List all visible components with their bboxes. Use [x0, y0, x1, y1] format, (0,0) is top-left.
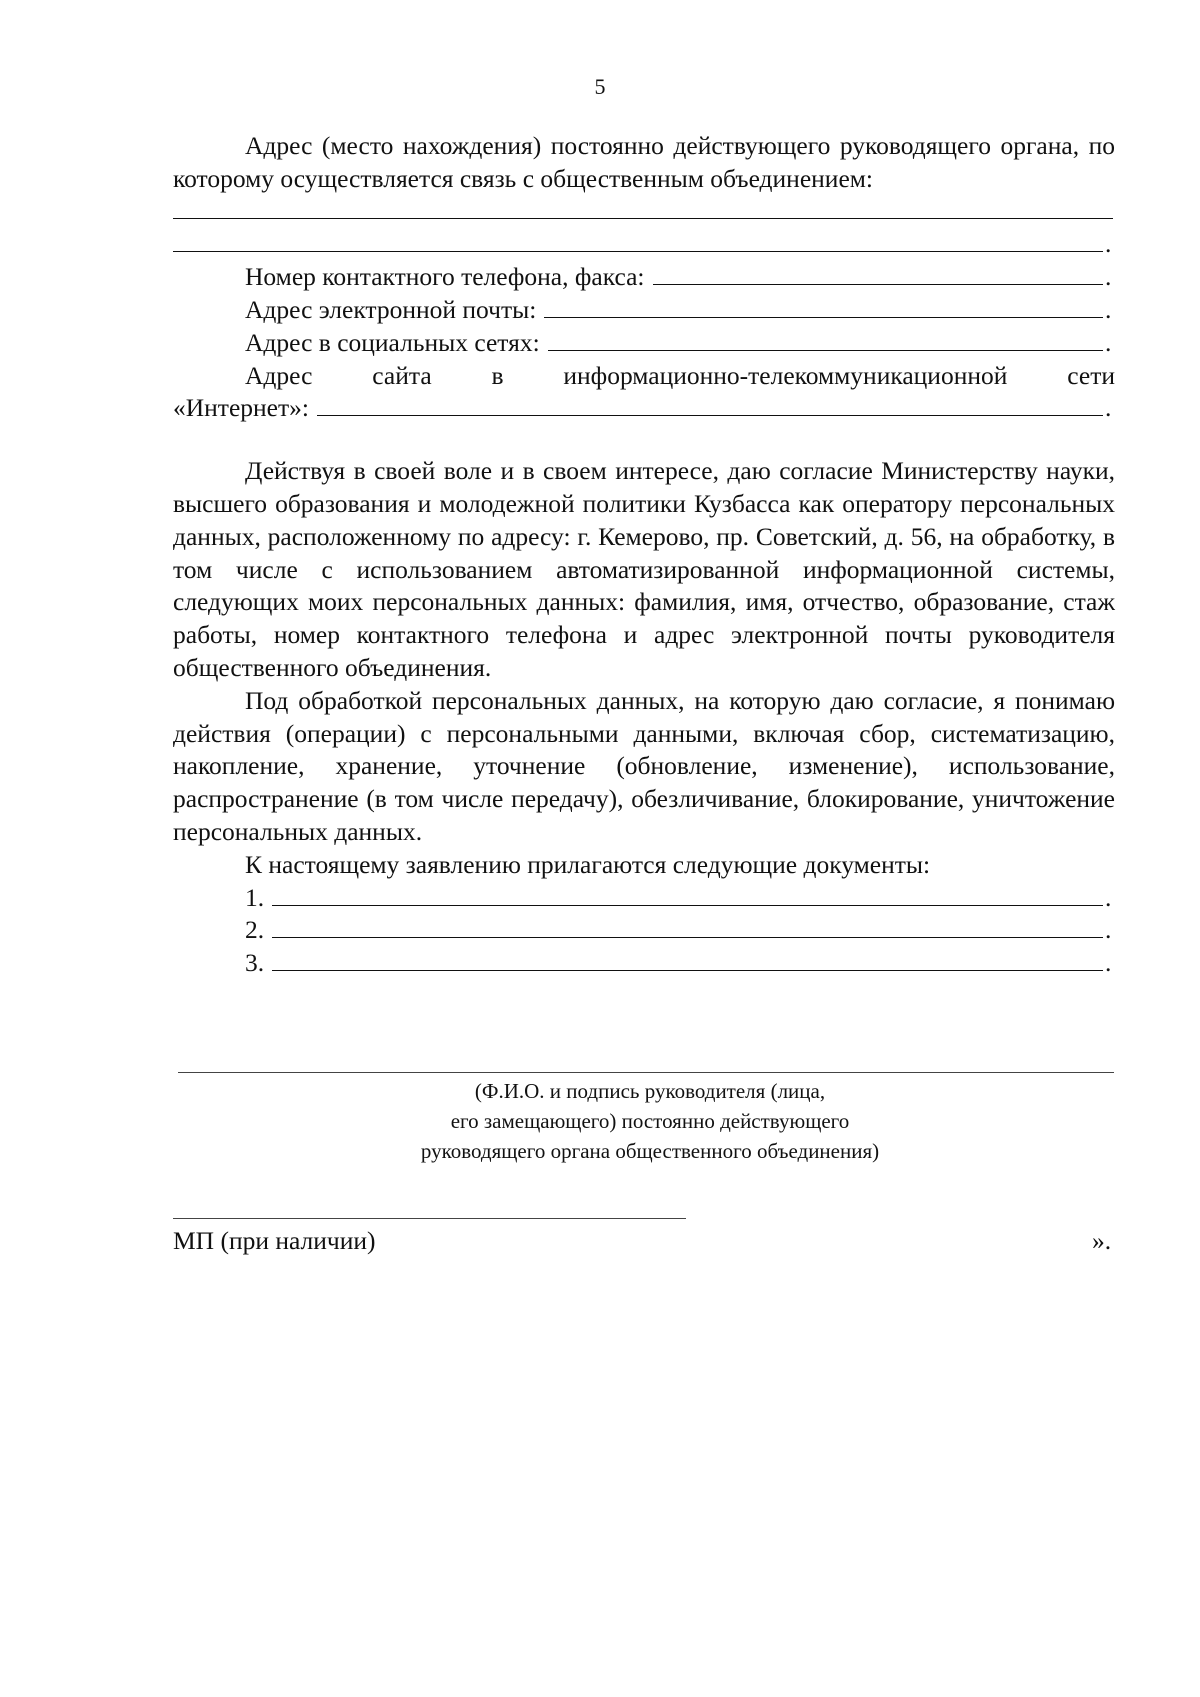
address-blank-2[interactable] [173, 229, 1103, 252]
line-end-dot: . [1105, 882, 1112, 912]
signature-caption-line: его замещающего) постоянно действующего [450, 1109, 850, 1133]
line-end-dot: . [1105, 915, 1112, 945]
signature-line[interactable] [178, 1072, 1114, 1073]
attachments-intro: К настоящему заявлению прилагаются следующие документы: [245, 849, 931, 879]
attachment-number: 2. [245, 915, 265, 945]
website-label: «Интернет»: [173, 393, 309, 423]
social-blank[interactable] [548, 328, 1103, 351]
email-row [173, 294, 1115, 327]
email-label: Адрес электронной почты: [245, 294, 537, 324]
website-word: сети [1067, 360, 1115, 390]
line-end-dot: . [1105, 294, 1112, 324]
spacer [173, 425, 1115, 455]
line-end-dot: . [1105, 948, 1112, 978]
document-body [173, 130, 1115, 980]
address-blank-line-1 [173, 196, 1115, 229]
signature-caption [300, 1076, 1000, 1166]
signature-caption-line: (Ф.И.О. и подпись руководителя (лица, [474, 1079, 826, 1103]
phone-fax-label: Номер контактного телефона, факса: [245, 262, 645, 292]
website-word: Адрес [245, 360, 313, 390]
attachment-row-2 [173, 914, 1115, 947]
social-row [173, 327, 1115, 360]
line-end-dot: . [1105, 393, 1112, 423]
website-blank[interactable] [317, 393, 1103, 416]
address-intro: Адрес (место нахождения) постоянно действующего руководящего органа, по которому осуществляется связь с общественным объединением: [173, 131, 1115, 193]
attachment-blank-3[interactable] [272, 948, 1103, 971]
attachment-row-1 [173, 882, 1115, 915]
email-blank[interactable] [544, 295, 1103, 318]
attachment-blank-1[interactable] [272, 883, 1103, 906]
website-word: информационно-телекоммуникационной [563, 360, 1008, 390]
line-end-dot: . [1105, 229, 1112, 259]
attachment-row-3 [173, 947, 1115, 980]
phone-fax-row [173, 261, 1115, 294]
website-word: сайта [372, 360, 432, 390]
signature-caption-line: руководящего органа общественного объединения) [420, 1139, 880, 1163]
line-end-dot: . [1105, 262, 1112, 292]
website-word: в [491, 360, 504, 390]
line-end-dot: . [1105, 327, 1112, 357]
stamp-line[interactable] [173, 1218, 686, 1219]
attachment-number: 3. [245, 948, 265, 978]
phone-fax-blank[interactable] [653, 262, 1104, 285]
address-blank-1[interactable] [173, 196, 1113, 219]
stamp-label: МП (при наличии) [173, 1226, 376, 1255]
website-row [173, 360, 1115, 393]
processing-paragraph: Под обработкой персональных данных, на которую даю согласие, я понимаю действия (операции) с персональными данными, включая сбор, систематизацию, накопление, хранение, уточнение (обновление, изменение), использование, распространение (в том числе передачу), обезличивание, блокирование, уничтожение персональных данных. [173, 685, 1115, 846]
attachment-blank-2[interactable] [272, 915, 1103, 938]
social-label: Адрес в социальных сетях: [245, 327, 540, 357]
consent-paragraph: Действуя в своей воле и в своем интересе, даю согласие Министерству науки, высшего образования и молодежной политики Кузбасса как оператору персональных данных, расположенному по адресу: г. Кемерово, пр. Советский, д. 56, на обработку, в том числе с использованием автоматизированной информационной системы, следующих моих персональных данных: фамилия, имя, отчество, образование, стаж работы, номер контактного телефона и адрес электронной почты руководителя общественного объединения. [173, 456, 1115, 682]
page-number: 5 [594, 74, 606, 99]
attachment-number: 1. [245, 882, 265, 912]
address-blank-line-2 [173, 228, 1115, 261]
website-cont-row [173, 392, 1115, 425]
closing-quote: ». [1092, 1226, 1112, 1255]
